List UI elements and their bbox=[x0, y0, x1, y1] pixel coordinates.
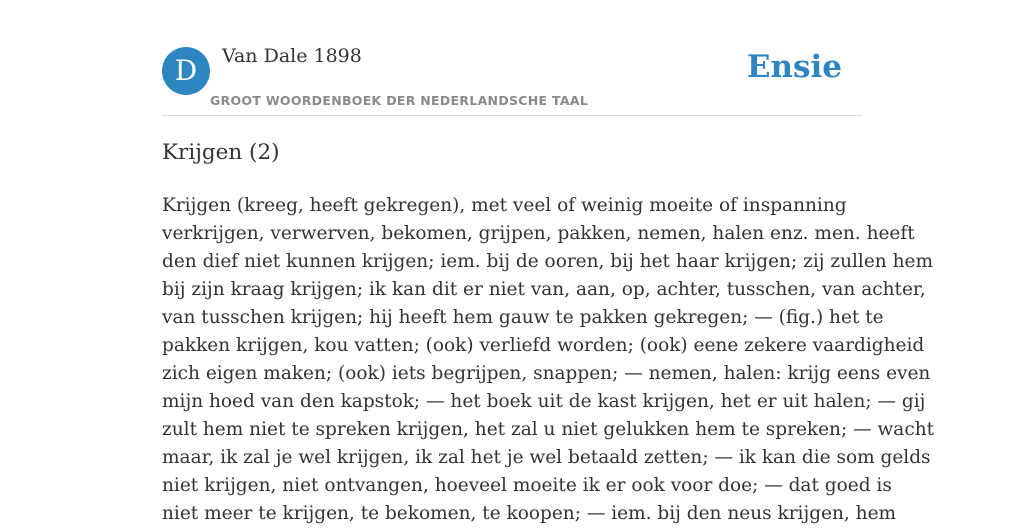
content-column bbox=[162, 0, 935, 524]
dictionary-logo-badge[interactable]: D bbox=[162, 47, 210, 95]
definition-line: den dief niet kunnen krijgen; iem. bij de ooren, bij het haar krijgen; zij zullen hem bbox=[162, 251, 934, 272]
definition-line: mijn hoed van den kapstok; — het boek uit de kast krijgen, het er uit halen; — gij bbox=[162, 391, 926, 412]
definition-line: niet meer te krijgen, te bekomen, te koopen; — iem. bij den neus krijgen, hem bbox=[162, 503, 897, 524]
definition-line: niet krijgen, niet ontvangen, hoeveel moeite ik er ook voor doe; — dat goed is bbox=[162, 475, 892, 496]
entry-title: Krijgen (2) bbox=[162, 140, 280, 165]
definition-line: van tusschen krijgen; hij heeft hem gauw te pakken gekregen; — (fig.) het te bbox=[162, 307, 884, 328]
ensie-logo-link[interactable]: Ensie bbox=[746, 49, 842, 85]
definition-line: zich eigen maken; (ook) iets begrijpen, snappen; — nemen, halen: krijg eens even bbox=[162, 363, 931, 384]
dictionary-subtitle: GROOT WOORDENBOEK DER NEDERLANDSCHE TAAL bbox=[210, 93, 589, 108]
definition-line: bij zijn kraag krijgen; ik kan dit er niet van, aan, op, achter, tusschen, van achter, bbox=[162, 279, 926, 300]
definition-line: Krijgen (kreeg, heeft gekregen), met veel of weinig moeite of inspanning bbox=[162, 195, 847, 216]
dictionary-header bbox=[162, 0, 862, 116]
definition-line: verkrijgen, verwerven, bekomen, grijpen, pakken, nemen, halen enz. men. heeft bbox=[162, 223, 915, 244]
dictionary-name-link[interactable]: Van Dale 1898 bbox=[222, 45, 362, 67]
definition-line: maar, ik zal je wel krijgen, ik zal het je wel betaald zetten; — ik kan die som gelds bbox=[162, 447, 931, 468]
definition-line: zult hem niet te spreken krijgen, het zal u niet gelukken hem te spreken; — wacht bbox=[162, 419, 935, 440]
entry-definition bbox=[162, 192, 935, 528]
definition-line: pakken krijgen, kou vatten; (ook) verliefd worden; (ook) eene zekere vaardigheid bbox=[162, 335, 925, 356]
